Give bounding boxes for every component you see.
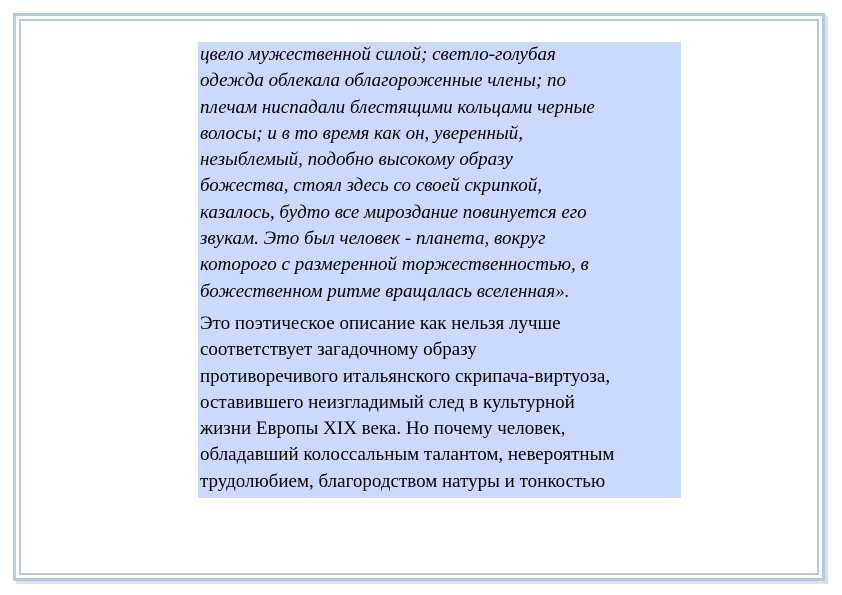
- quote-line: цвело мужественной силой; светло-голубая: [200, 44, 556, 65]
- quote-line: звукам. Это был человек - планета, вокруг: [200, 228, 546, 250]
- body-line: Это поэтическое описание как нельзя лучше: [200, 312, 561, 334]
- body-line: соответствует загадочному образу: [200, 339, 477, 361]
- body-line: оставившего неизгладимый след в культурной: [200, 391, 575, 413]
- body-line: противоречивого итальянского скрипача-виртуоза,: [200, 365, 611, 387]
- quote-line: божественном ритме вращалась вселенная».: [200, 280, 570, 302]
- text-box: [198, 42, 681, 498]
- body-paragraph: [200, 311, 677, 495]
- body-line: трудолюбием, благородством натуры и тонкостью: [200, 470, 606, 492]
- quote-line: казалось, будто все мироздание повинуется его: [200, 201, 587, 223]
- body-line: обладавший колоссальным талантом, невероятным: [200, 444, 615, 466]
- quote-paragraph: [200, 42, 677, 305]
- quote-line: волосы; и в то время как он, уверенный,: [200, 122, 524, 144]
- quote-line: незыблемый, подобно высокому образу: [200, 149, 513, 171]
- quote-line: божества, стоял здесь со своей скрипкой,: [200, 175, 543, 197]
- quote-line: которого с размеренной торжественностью, в: [200, 254, 589, 276]
- quote-line: одежда облекала облагороженные члены; по: [200, 70, 566, 92]
- quote-line: плечам ниспадали блестящими кольцами черные: [200, 96, 595, 118]
- frame-shadow-bottom: [16, 581, 828, 584]
- body-line: жизни Европы XIX века. Но почему человек,: [200, 418, 566, 440]
- frame-shadow-right: [825, 16, 828, 584]
